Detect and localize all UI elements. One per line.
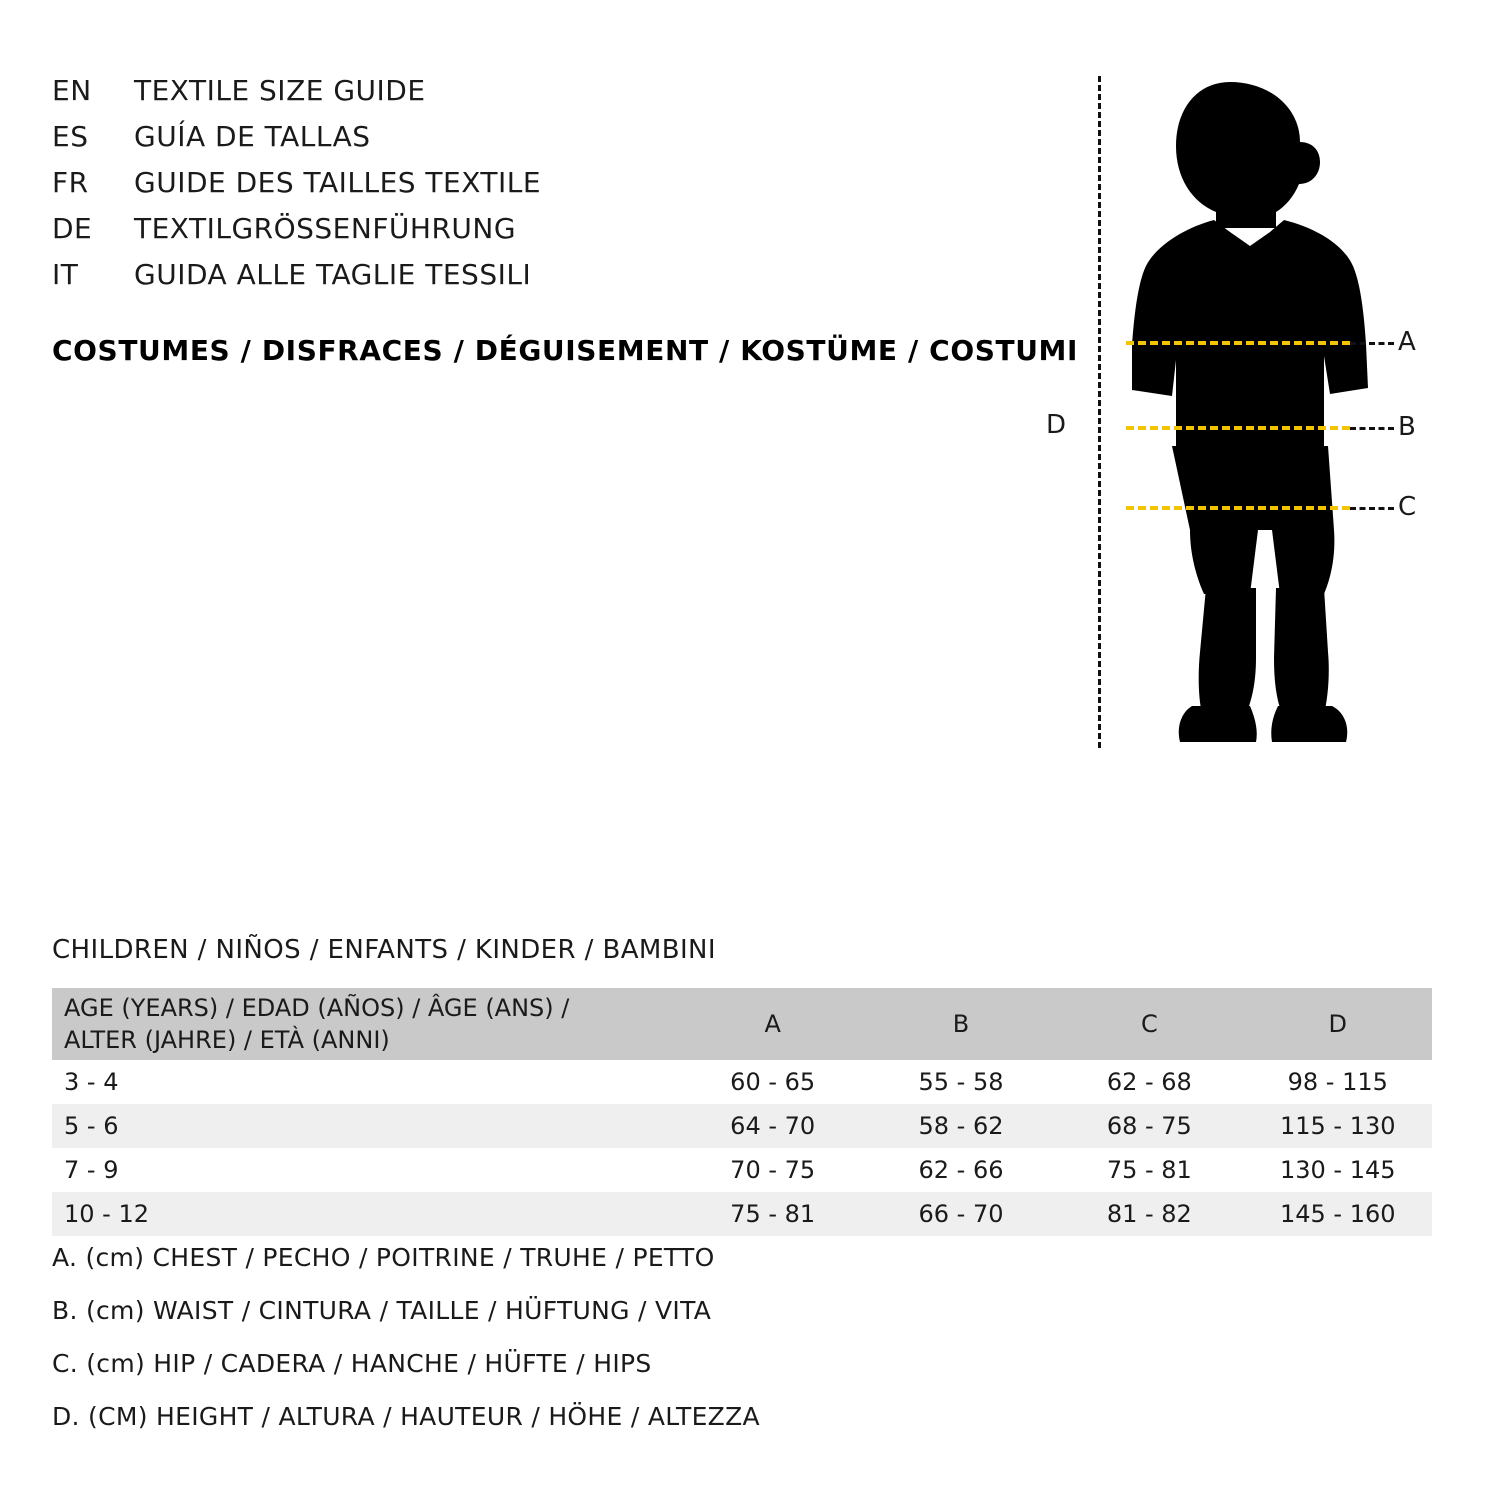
- cell-c: 62 - 68: [1106, 1068, 1192, 1096]
- cell-b: 58 - 62: [918, 1112, 1004, 1140]
- header-age-line1: AGE (YEARS) / EDAD (AÑOS) / ÂGE (ANS) /: [64, 993, 570, 1022]
- cell-d: 130 - 145: [1279, 1156, 1396, 1184]
- language-text-de: TEXTILGRÖSSENFÜHRUNG: [134, 212, 517, 245]
- language-code-en: EN: [52, 74, 92, 107]
- cell-a: 64 - 70: [730, 1112, 816, 1140]
- header-age-label: [52, 988, 679, 1060]
- size-table: [52, 988, 1432, 1236]
- language-text-es: GUÍA DE TALLAS: [134, 120, 371, 153]
- language-row-es: [52, 120, 1052, 166]
- legend-line-d: D. (CM) HEIGHT / ALTURA / HAUTEUR / HÖHE / ALTEZZA: [52, 1402, 760, 1431]
- language-list: [52, 74, 1052, 304]
- language-code-es: ES: [52, 120, 89, 153]
- cell-a: 70 - 75: [730, 1156, 816, 1184]
- language-text-fr: GUIDE DES TAILLES TEXTILE: [134, 166, 542, 199]
- leader-line-a: [1350, 342, 1394, 345]
- cell-age: 10 - 12: [64, 1200, 149, 1228]
- dimension-label-b: B: [1398, 412, 1416, 442]
- cell-c: 81 - 82: [1106, 1200, 1192, 1228]
- cell-a: 60 - 65: [730, 1068, 816, 1096]
- cell-age: 3 - 4: [64, 1068, 119, 1096]
- legend-line-c: C. (cm) HIP / CADERA / HANCHE / HÜFTE / HIPS: [52, 1349, 652, 1378]
- child-silhouette-icon: [1080, 60, 1420, 760]
- cell-c: 68 - 75: [1106, 1112, 1192, 1140]
- legend-line-a: A. (cm) CHEST / PECHO / POITRINE / TRUHE / PETTO: [52, 1243, 715, 1272]
- legend-line-b: B. (cm) WAIST / CINTURA / TAILLE / HÜFTUNG / VITA: [52, 1296, 712, 1325]
- language-row-de: [52, 212, 1052, 258]
- header-col-b: B: [952, 1010, 970, 1038]
- language-code-it: IT: [52, 258, 79, 291]
- size-figure: [1020, 60, 1460, 760]
- language-text-en: TEXTILE SIZE GUIDE: [134, 74, 426, 107]
- cell-a: 75 - 81: [730, 1200, 816, 1228]
- dimension-label-d: D: [1046, 410, 1067, 440]
- cell-b: 55 - 58: [918, 1068, 1004, 1096]
- header-age-line2: ALTER (JAHRE) / ETÀ (ANNI): [64, 1026, 390, 1054]
- table-header-row: [52, 988, 1432, 1060]
- language-text-it: GUIDA ALLE TAGLIE TESSILI: [134, 258, 532, 291]
- cell-d: 115 - 130: [1279, 1112, 1396, 1140]
- cell-d: 145 - 160: [1279, 1200, 1396, 1228]
- leader-line-b: [1350, 427, 1394, 430]
- language-code-fr: FR: [52, 166, 89, 199]
- cell-c: 75 - 81: [1106, 1156, 1192, 1184]
- language-row-en: [52, 74, 1052, 120]
- header-col-c: C: [1140, 1010, 1158, 1038]
- header-col-a: A: [764, 1010, 781, 1038]
- cell-b: 62 - 66: [918, 1156, 1004, 1184]
- hip-measure-line: [1126, 506, 1350, 510]
- table-row: [52, 1060, 1432, 1104]
- cell-age: 7 - 9: [64, 1156, 119, 1184]
- cell-b: 66 - 70: [918, 1200, 1004, 1228]
- header-col-d: D: [1328, 1010, 1347, 1038]
- cell-age: 5 - 6: [64, 1112, 119, 1140]
- cell-d: 98 - 115: [1287, 1068, 1388, 1096]
- language-row-fr: [52, 166, 1052, 212]
- language-row-it: [52, 258, 1052, 304]
- waist-measure-line: [1126, 426, 1350, 430]
- table-row: [52, 1192, 1432, 1236]
- children-section-title: CHILDREN / NIÑOS / ENFANTS / KINDER / BAMBINI: [52, 935, 716, 965]
- leader-line-c: [1350, 507, 1394, 510]
- language-code-de: DE: [52, 212, 93, 245]
- measurement-legend: [52, 1245, 760, 1457]
- dimension-label-a: A: [1398, 327, 1416, 357]
- chest-measure-line: [1126, 341, 1350, 345]
- table-row: [52, 1148, 1432, 1192]
- costumes-heading: COSTUMES / DISFRACES / DÉGUISEMENT / KOSTÜME / COSTUMI: [52, 334, 1079, 367]
- table-row: [52, 1104, 1432, 1148]
- dimension-label-c: C: [1398, 492, 1417, 522]
